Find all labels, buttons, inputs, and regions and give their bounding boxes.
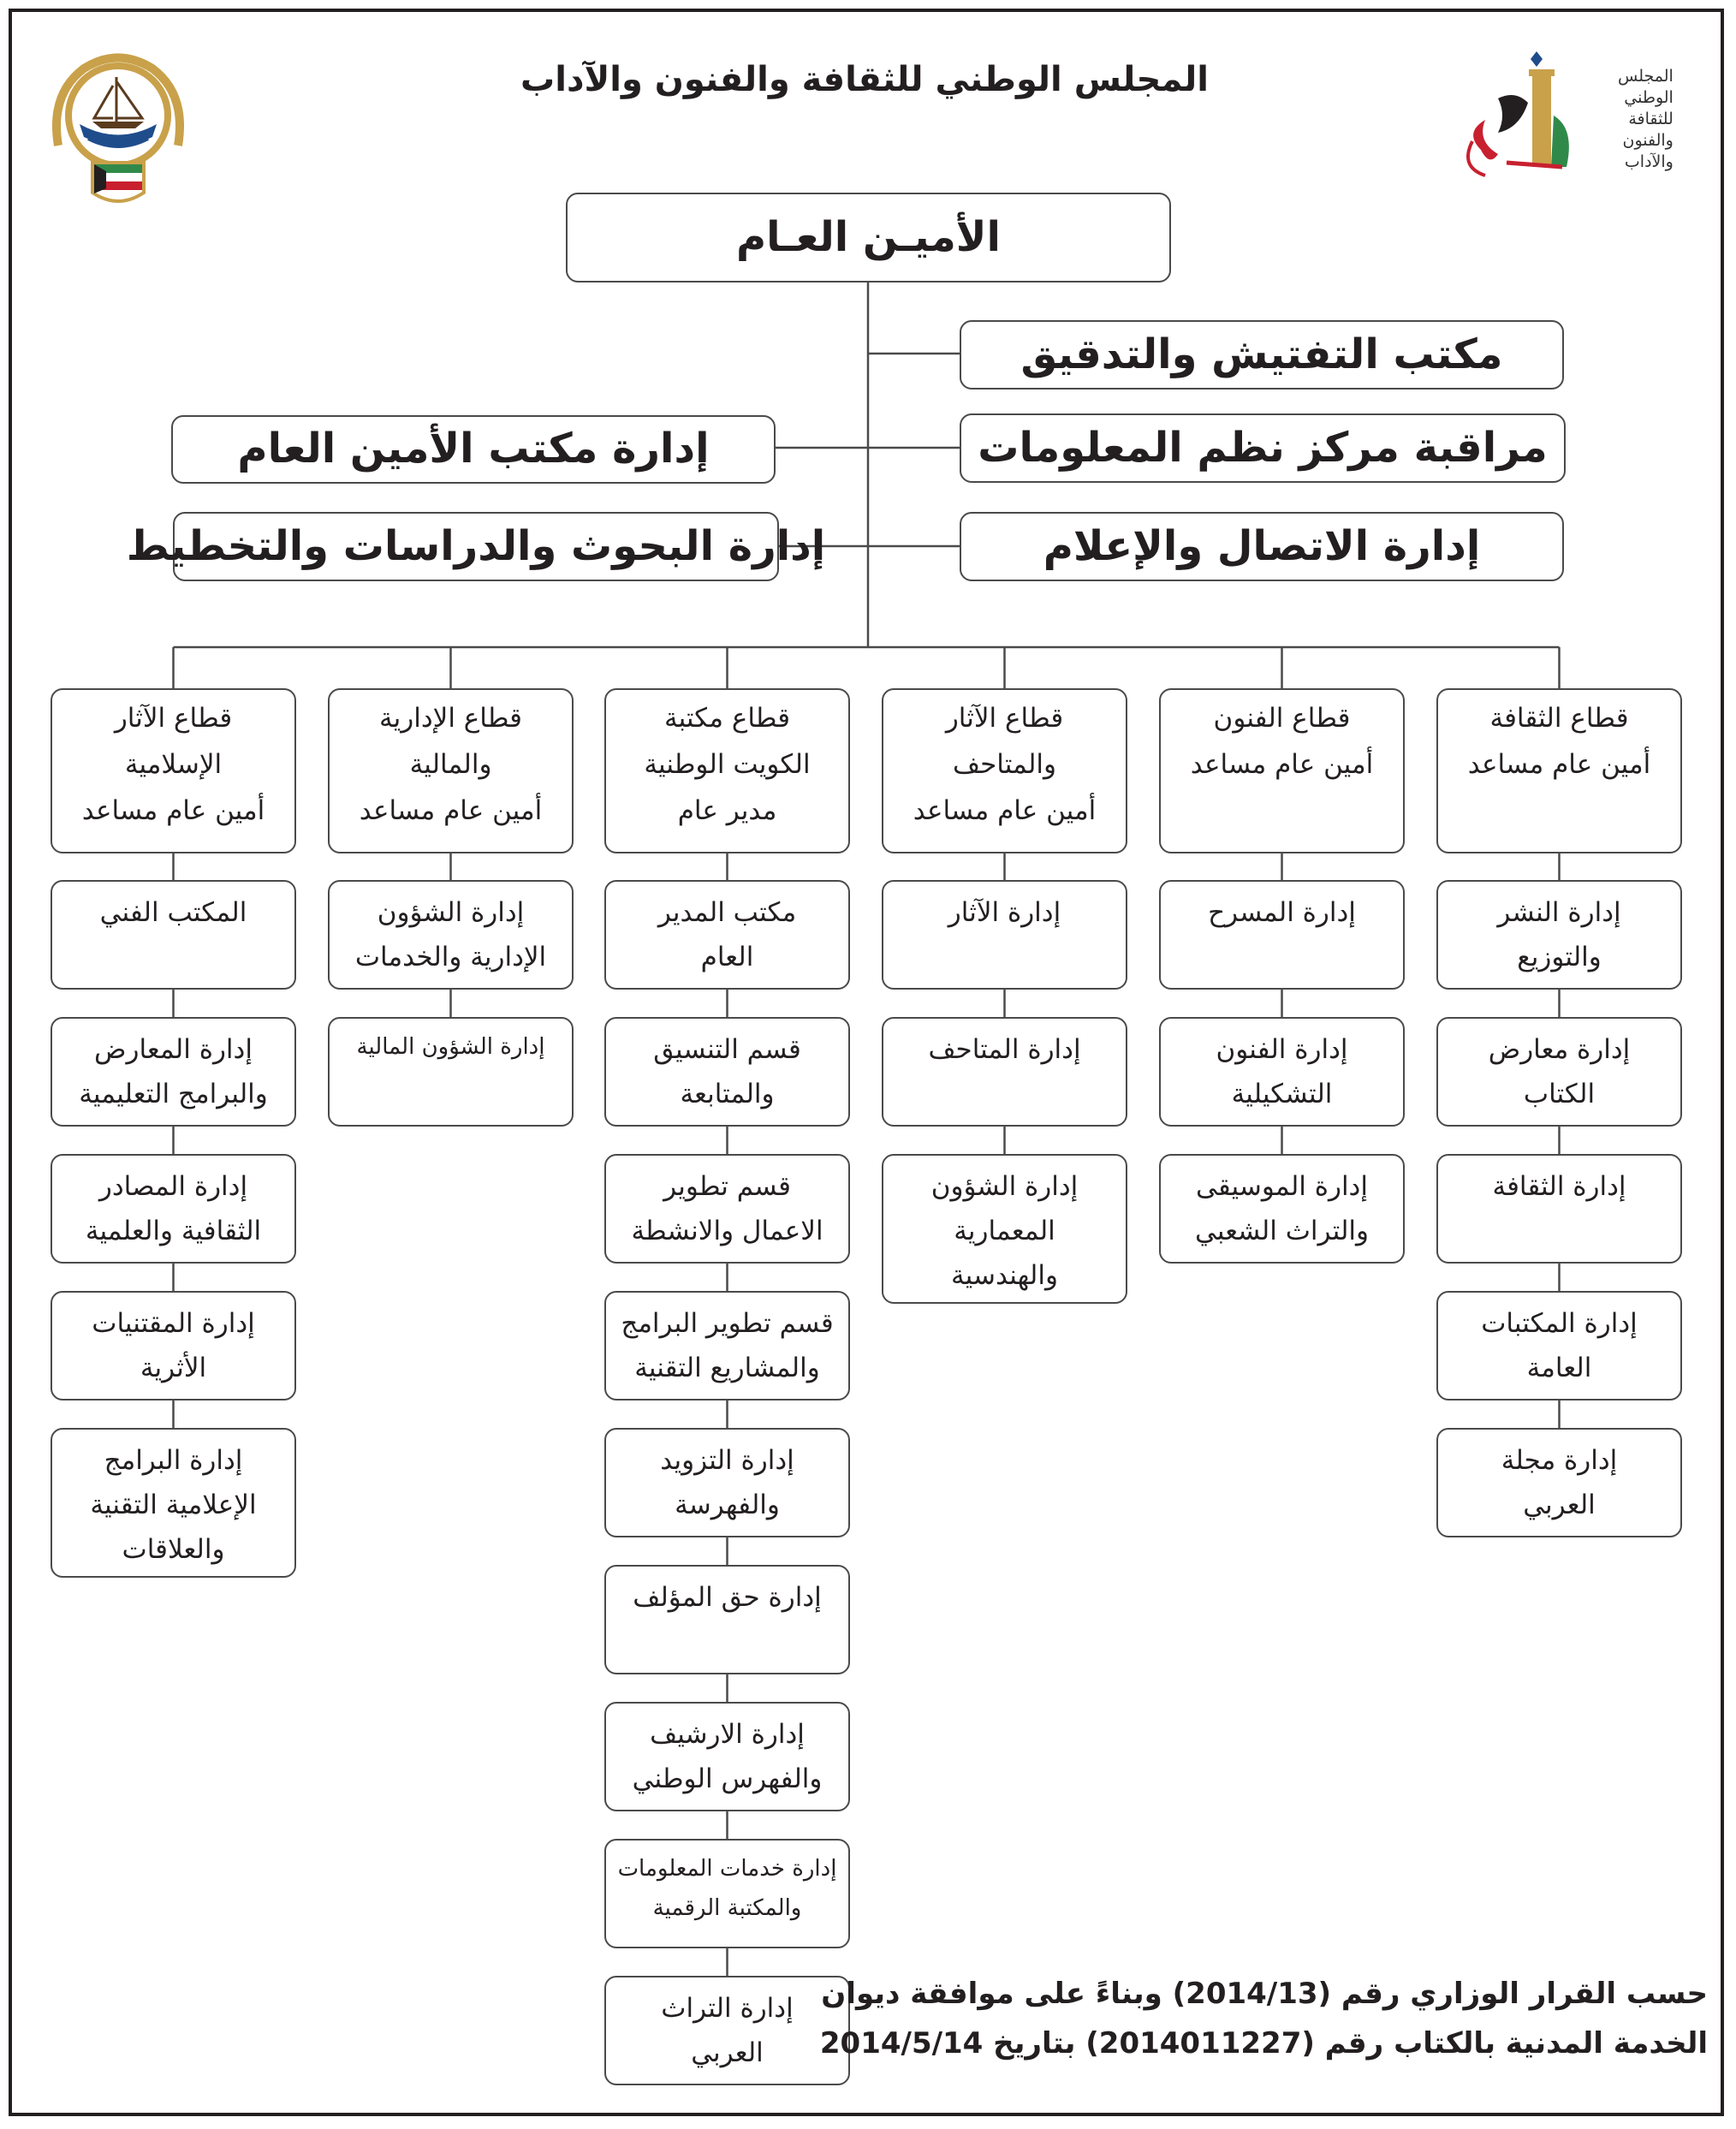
department-box [604, 1017, 850, 1127]
footer-line-1: حسب القرار الوزاري رقم (2014/13) وبناءً على موافقة ديوان [821, 1977, 1708, 2011]
department-label-line: قسم التنسيق [653, 1034, 801, 1065]
inspection-office-box: مكتب التفتيش والتدقيق [960, 320, 1564, 390]
department-label-line: إدارة الفنون [1216, 1034, 1348, 1065]
department-box [328, 880, 574, 990]
research-box: إدارة البحوث والدراسات والتخطيط [173, 512, 779, 581]
department-label-line: المكتب الفني [99, 897, 247, 928]
department-label-line: والعلاقات [122, 1534, 225, 1565]
department-box [604, 1154, 850, 1264]
department-box [51, 1154, 296, 1264]
department-label-line: إدارة الموسيقى [1196, 1171, 1368, 1202]
sector-label-line: والمتاحف [953, 749, 1057, 780]
council-logo-text: المجلس الوطني للثقافة والفنون والآداب [1618, 67, 1674, 171]
sector-label-line: قطاع الفنون [1213, 703, 1351, 734]
department-label-line: إدارة الارشيف [650, 1719, 805, 1750]
department-label-line: إدارة خدمات المعلومات [617, 1856, 837, 1882]
department-label-line: والبرامج التعليمية [79, 1079, 268, 1109]
department-label-line: المعمارية [954, 1216, 1055, 1246]
sector-label-line: قطاع الآثار [114, 703, 233, 734]
department-box [604, 880, 850, 990]
department-box [1159, 1017, 1405, 1127]
department-box [604, 1976, 850, 2085]
department-box [604, 1565, 850, 1674]
department-box [1436, 1428, 1682, 1537]
department-box [604, 1839, 850, 1948]
department-label-line: إدارة مجلة [1501, 1445, 1618, 1476]
sector-box [1159, 688, 1405, 853]
sector-label-line: قطاع الآثار [945, 703, 1064, 734]
department-label-line: إدارة المسرح [1208, 897, 1356, 928]
communication-box: إدارة الاتصال والإعلام [960, 512, 1564, 581]
sector-box [51, 688, 296, 853]
department-label-line: التشكيلية [1231, 1079, 1333, 1109]
department-label-line: إدارة الشؤون المالية [356, 1034, 545, 1060]
footer-note [819, 1969, 1708, 2068]
department-label-line: الإعلامية التقنية [90, 1490, 257, 1520]
department-label-line: والفهرس الوطني [632, 1763, 823, 1794]
sector-label-line: قطاع الثقافة [1489, 703, 1629, 734]
department-label-line: الأثرية [140, 1353, 207, 1383]
department-label-line: والمكتبة الرقمية [652, 1895, 802, 1921]
department-label-line: الاعمال والانشطة [631, 1216, 823, 1246]
department-box [51, 880, 296, 990]
department-box [51, 1291, 296, 1401]
department-label-line: والهندسية [951, 1260, 1058, 1291]
sector-label-line: الكويت الوطنية [644, 749, 811, 780]
sg-office-box: إدارة مكتب الأمين العام [171, 415, 776, 484]
sector-label-line: قطاع مكتبة [663, 703, 791, 734]
department-box [882, 1154, 1127, 1304]
department-label-line: الإدارية والخدمات [354, 942, 547, 972]
page-title: المجلس الوطني للثقافة والفنون والآداب [520, 60, 1209, 99]
sector-label-line: والمالية [409, 749, 492, 780]
department-label-line: والفهرسة [675, 1490, 780, 1520]
kuwait-emblem-icon [41, 43, 195, 214]
department-label-line: مكتب المدير [657, 897, 797, 928]
department-label-line: الثقافية والعلمية [85, 1216, 262, 1246]
sector-box [328, 688, 574, 853]
sector-label-line: الإسلامية [124, 749, 223, 780]
department-label-line: إدارة المعارض [94, 1034, 253, 1065]
department-label-line: إدارة معارض [1488, 1034, 1631, 1065]
department-label-line: إدارة المقتنيات [92, 1308, 255, 1339]
department-box [882, 1017, 1127, 1127]
sector-label-line: قطاع الإدارية [379, 703, 522, 734]
department-label-line: إدارة المصادر [98, 1171, 248, 1202]
department-box [1436, 1017, 1682, 1127]
department-label-line: إدارة الثقافة [1492, 1171, 1626, 1202]
sector-box [604, 688, 850, 853]
department-box [1436, 880, 1682, 990]
department-label-line: إدارة التزويد [660, 1445, 794, 1476]
department-label-line: العربي [691, 2037, 764, 2068]
sector-label-line: مدير عام [677, 795, 777, 826]
info-center-box: مراقبة مركز نظم المعلومات [960, 413, 1566, 483]
department-box [51, 1017, 296, 1127]
department-label-line: والمشاريع التقنية [634, 1353, 820, 1383]
department-box [604, 1428, 850, 1537]
department-box [604, 1291, 850, 1401]
department-label-line: إدارة المتاحف [928, 1034, 1081, 1065]
department-label-line: والمتابعة [680, 1079, 775, 1109]
department-label-line: الكتاب [1523, 1079, 1596, 1109]
department-label-line: العامة [1526, 1353, 1592, 1383]
department-label-line: والتراث الشعبي [1195, 1216, 1369, 1246]
department-label-line: إدارة الشؤون [930, 1171, 1079, 1202]
department-label-line: العام [700, 942, 754, 972]
department-box [328, 1017, 574, 1127]
secretary-general-box: الأميـن العـام [566, 193, 1171, 282]
department-box [1436, 1291, 1682, 1401]
department-label-line: العربي [1523, 1490, 1596, 1520]
sector-label-line: أمين عام مساعد [1467, 749, 1651, 780]
department-label-line: إدارة المكتبات [1481, 1308, 1638, 1339]
sector-label-line: أمين عام مساعد [913, 795, 1097, 826]
department-box [882, 880, 1127, 990]
sector-box [882, 688, 1127, 853]
department-box [604, 1702, 850, 1811]
department-box [51, 1428, 296, 1578]
department-label-line: إدارة الآثار [948, 897, 1061, 928]
department-label-line: إدارة التراث [661, 1993, 794, 2024]
footer-line-2: الخدمة المدنية بالكتاب رقم (2014011227) بتاريخ 2014/5/14 [819, 2026, 1708, 2061]
department-box [1159, 880, 1405, 990]
sector-label-line: أمين عام مساعد [1190, 749, 1374, 780]
department-label-line: قسم تطوير [663, 1171, 791, 1202]
department-label-line: إدارة النشر [1497, 897, 1621, 928]
department-box [1436, 1154, 1682, 1264]
department-label-line: قسم تطوير البرامج [621, 1308, 834, 1339]
department-label-line: والتوزيع [1517, 942, 1602, 972]
council-logo-icon [1447, 47, 1618, 201]
sector-box [1436, 688, 1682, 853]
council-logo [1447, 47, 1712, 201]
department-box [1159, 1154, 1405, 1264]
department-label-line: إدارة حق المؤلف [633, 1582, 822, 1613]
department-label-line: إدارة الشؤون [377, 897, 525, 928]
department-label-line: إدارة البرامج [104, 1445, 243, 1476]
sector-label-line: أمين عام مساعد [359, 795, 543, 826]
sector-label-line: أمين عام مساعد [81, 795, 265, 826]
